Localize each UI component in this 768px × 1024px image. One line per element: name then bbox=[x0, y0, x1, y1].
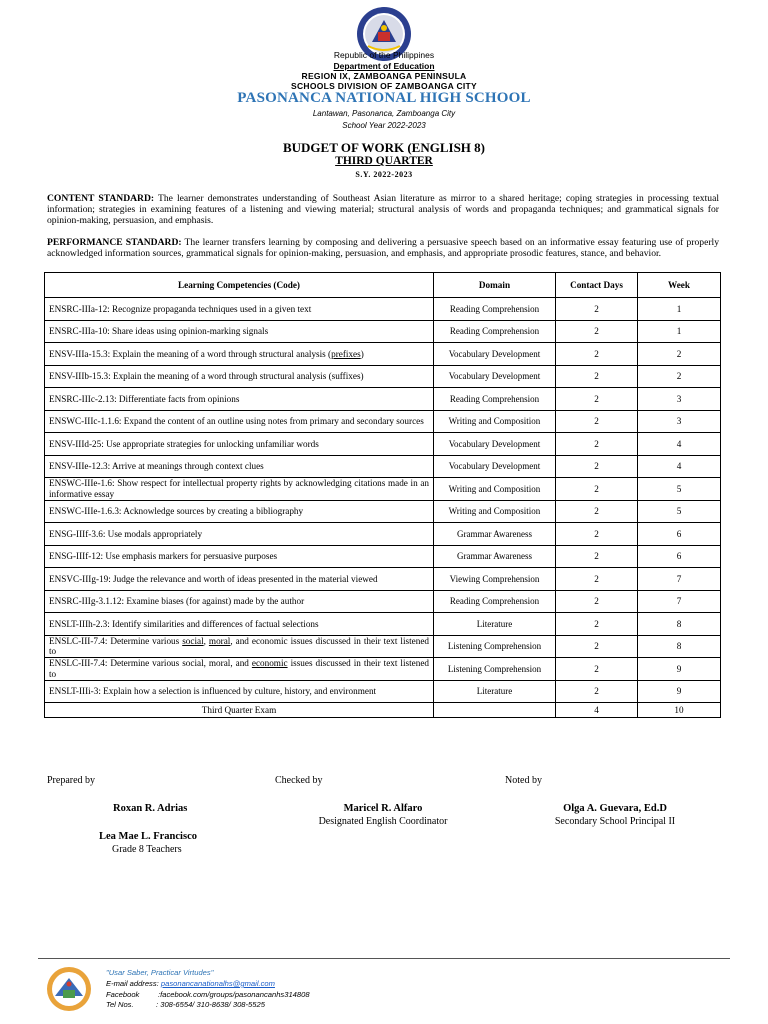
performance-standard bbox=[47, 237, 719, 259]
content-standard-text: The learner demonstrates understanding of Southeast Asian literature as mirror to a shared heritage; coping strategies in processing textual information; strategies in examining features of a listening and viewing material; structural analysis of words and propaganda techniques; and grammatical signals for opinion-making, persuasion, and emphasis. bbox=[47, 193, 719, 226]
domain-cell: Grammar Awareness bbox=[434, 523, 556, 546]
contact-days-cell: 2 bbox=[556, 658, 638, 681]
domain-cell: Literature bbox=[434, 613, 556, 636]
table-row bbox=[45, 635, 721, 658]
contact-days-cell: 2 bbox=[556, 320, 638, 343]
competency-cell: ENSRC-IIIa-10: Share ideas using opinion-marking signals bbox=[45, 320, 434, 343]
department-line: Department of Education bbox=[333, 61, 435, 71]
table-row bbox=[45, 433, 721, 456]
domain-cell: Vocabulary Development bbox=[434, 365, 556, 388]
competency-cell: ENSVC-IIIg-19: Judge the relevance and worth of ideas presented in the material viewed bbox=[45, 568, 434, 591]
competency-text: ENSV-IIIa-15.3: Explain the meaning of a word through structural analysis ( bbox=[49, 348, 332, 359]
contact-days-cell: 2 bbox=[556, 388, 638, 411]
contact-days-cell: 2 bbox=[556, 545, 638, 568]
week-cell: 6 bbox=[638, 545, 721, 568]
domain-cell: Reading Comprehension bbox=[434, 388, 556, 411]
domain-cell: Listening Comprehension bbox=[434, 658, 556, 681]
table-row bbox=[45, 478, 721, 501]
domain-cell: Vocabulary Development bbox=[434, 343, 556, 366]
competency-cell: ENSWC-IIIe-1.6.3: Acknowledge sources by creating a bibliography bbox=[45, 500, 434, 523]
domain-cell: Reading Comprehension bbox=[434, 320, 556, 343]
table-row bbox=[45, 523, 721, 546]
email-link[interactable]: pasonancanationalhs@gmail.com bbox=[160, 979, 275, 988]
domain-cell: Listening Comprehension bbox=[434, 635, 556, 658]
underlined-term: prefixes bbox=[331, 348, 361, 359]
contact-days-cell: 2 bbox=[556, 635, 638, 658]
noted-name: Olga A. Guevara, Ed.D bbox=[563, 803, 667, 814]
school-motto: "Usar Saber, Practicar Virtudes" bbox=[106, 968, 214, 977]
document-title: BUDGET OF WORK (ENGLISH 8) bbox=[282, 140, 485, 155]
exam-domain-cell bbox=[434, 703, 556, 718]
week-cell: 2 bbox=[638, 365, 721, 388]
underlined-term: social bbox=[182, 635, 204, 646]
table-row bbox=[45, 568, 721, 591]
prepared-role: Grade 8 Teachers bbox=[112, 844, 182, 855]
prepared-by-label: Prepared by bbox=[47, 775, 96, 786]
exam-days-cell: 4 bbox=[556, 703, 638, 718]
week-cell: 1 bbox=[638, 320, 721, 343]
contact-days-cell: 2 bbox=[556, 568, 638, 591]
week-cell: 4 bbox=[638, 433, 721, 456]
facebook-value: :facebook.com/groups/pasonancanhs314808 bbox=[158, 990, 310, 999]
week-cell: 3 bbox=[638, 410, 721, 433]
week-cell: 9 bbox=[638, 658, 721, 681]
week-cell: 9 bbox=[638, 680, 721, 703]
contact-days-cell: 2 bbox=[556, 298, 638, 321]
content-standard-label: CONTENT STANDARD: bbox=[47, 193, 155, 204]
competency-cell bbox=[45, 658, 434, 681]
competency-text: , and economic issues discussed in their text listened to bbox=[49, 635, 429, 657]
week-cell: 3 bbox=[638, 388, 721, 411]
contact-days-cell: 2 bbox=[556, 455, 638, 478]
domain-cell: Viewing Comprehension bbox=[434, 568, 556, 591]
table-row bbox=[45, 680, 721, 703]
school-logo-icon bbox=[44, 966, 94, 1012]
week-cell: 6 bbox=[638, 523, 721, 546]
tel-label: Tel Nos. bbox=[106, 1000, 134, 1009]
competency-cell bbox=[45, 635, 434, 658]
checked-role: Designated English Coordinator bbox=[318, 816, 448, 827]
table-header-row bbox=[45, 273, 721, 298]
domain-cell: Writing and Composition bbox=[434, 410, 556, 433]
checked-by-label: Checked by bbox=[275, 775, 323, 786]
school-year-line: School Year 2022-2023 bbox=[342, 121, 426, 130]
week-cell: 7 bbox=[638, 590, 721, 613]
underlined-term: economic bbox=[251, 658, 288, 669]
competency-cell: ENSRC-IIIg-3.1.12: Examine biases (for against) made by the author bbox=[45, 590, 434, 613]
contact-days-cell: 2 bbox=[556, 365, 638, 388]
week-cell: 4 bbox=[638, 455, 721, 478]
contact-days-cell: 2 bbox=[556, 478, 638, 501]
table-row bbox=[45, 613, 721, 636]
contact-days-cell: 2 bbox=[556, 590, 638, 613]
week-cell: 7 bbox=[638, 568, 721, 591]
header-competency: Learning Competencies (Code) bbox=[45, 273, 434, 298]
competency-cell: ENSG-IIIf-12: Use emphasis markers for persuasive purposes bbox=[45, 545, 434, 568]
contact-days-cell: 2 bbox=[556, 613, 638, 636]
domain-cell: Vocabulary Development bbox=[434, 455, 556, 478]
email-line bbox=[106, 979, 275, 988]
table-row bbox=[45, 545, 721, 568]
quarter-title: THIRD QUARTER bbox=[335, 155, 433, 167]
week-cell: 2 bbox=[638, 343, 721, 366]
division-line: SCHOOLS DIVISION OF ZAMBOANGA CITY bbox=[290, 81, 478, 91]
competency-cell: ENSV-IIId-25: Use appropriate strategies for unlocking unfamiliar words bbox=[45, 433, 434, 456]
competency-cell: ENSV-IIIb-15.3: Explain the meaning of a word through structural analysis (suffixes) bbox=[45, 365, 434, 388]
table-row bbox=[45, 590, 721, 613]
table-row bbox=[45, 343, 721, 366]
tel-value: : 308-6554/ 310-8638/ 308-5525 bbox=[156, 1000, 265, 1009]
contact-days-cell: 2 bbox=[556, 680, 638, 703]
competency-cell: ENSRC-IIIc-2.13: Differentiate facts from opinions bbox=[45, 388, 434, 411]
table-row bbox=[45, 365, 721, 388]
competency-text: ENSLC-III-7.4: Determine various social, moral, and bbox=[49, 658, 252, 669]
domain-cell: Writing and Composition bbox=[434, 500, 556, 523]
competency-cell: ENSWC-IIIe-1.6: Show respect for intellectual property rights by acknowledging citations made in an informative essay bbox=[45, 478, 434, 501]
table-row bbox=[45, 388, 721, 411]
week-cell: 8 bbox=[638, 613, 721, 636]
domain-cell: Reading Comprehension bbox=[434, 590, 556, 613]
table-row bbox=[45, 410, 721, 433]
competency-text: , bbox=[203, 635, 209, 646]
competency-cell: ENSG-IIIf-3.6: Use modals appropriately bbox=[45, 523, 434, 546]
domain-cell: Vocabulary Development bbox=[434, 433, 556, 456]
facebook-label: Facebook bbox=[106, 990, 140, 999]
content-standard bbox=[47, 193, 719, 226]
budget-of-work-table bbox=[44, 272, 721, 718]
competency-cell: ENSV-IIIe-12.3: Arrive at meanings through context clues bbox=[45, 455, 434, 478]
competency-cell bbox=[45, 343, 434, 366]
domain-cell: Reading Comprehension bbox=[434, 298, 556, 321]
week-cell: 5 bbox=[638, 478, 721, 501]
table-row bbox=[45, 455, 721, 478]
contact-days-cell: 2 bbox=[556, 343, 638, 366]
prepared-name-1: Roxan R. Adrias bbox=[113, 803, 188, 814]
competency-cell: ENSLT-IIIi-3: Explain how a selection is influenced by culture, history, and environment bbox=[45, 680, 434, 703]
week-cell: 8 bbox=[638, 635, 721, 658]
performance-standard-label: PERFORMANCE STANDARD: bbox=[47, 237, 182, 248]
contact-days-cell: 2 bbox=[556, 523, 638, 546]
domain-cell: Grammar Awareness bbox=[434, 545, 556, 568]
underlined-term: moral bbox=[208, 635, 231, 646]
footer-divider bbox=[38, 958, 730, 959]
header-domain: Domain bbox=[434, 273, 556, 298]
table-row bbox=[45, 320, 721, 343]
competency-text: issues discussed in their text listened to bbox=[49, 658, 429, 679]
competency-text: ENSLC-III-7.4: Determine various bbox=[49, 635, 183, 646]
contact-days-cell: 2 bbox=[556, 433, 638, 456]
noted-by-label: Noted by bbox=[505, 775, 542, 786]
prepared-name-2: Lea Mae L. Francisco bbox=[99, 831, 197, 842]
contact-days-cell: 2 bbox=[556, 500, 638, 523]
header-week: Week bbox=[638, 273, 721, 298]
noted-role: Secondary School Principal II bbox=[554, 816, 676, 827]
competency-cell: ENSWC-IIIc-1.1.6: Expand the content of an outline using notes from primary and secondary sources bbox=[45, 410, 434, 433]
republic-line: Republic of the Philippines bbox=[333, 50, 435, 60]
domain-cell: Writing and Composition bbox=[434, 478, 556, 501]
table-row bbox=[45, 658, 721, 681]
competency-cell: ENSLT-IIIh-2.3: Identify similarities and differences of factual selections bbox=[45, 613, 434, 636]
competency-cell: ENSRC-IIIa-12: Recognize propaganda techniques used in a given text bbox=[45, 298, 434, 321]
checked-name: Maricel R. Alfaro bbox=[343, 803, 423, 814]
competency-text: ) bbox=[360, 348, 364, 359]
school-name: PASONANCA NATIONAL HIGH SCHOOL bbox=[237, 90, 531, 106]
domain-cell: Literature bbox=[434, 680, 556, 703]
school-year-title: S.Y. 2022-2023 bbox=[355, 170, 413, 179]
table-row bbox=[45, 500, 721, 523]
week-cell: 5 bbox=[638, 500, 721, 523]
contact-days-cell: 2 bbox=[556, 410, 638, 433]
email-label: E-mail address: bbox=[106, 979, 161, 988]
exam-row bbox=[45, 703, 721, 718]
school-address: Lantawan, Pasonanca, Zamboanga City bbox=[312, 109, 456, 118]
region-line: REGION IX, ZAMBOANGA PENINSULA bbox=[301, 71, 467, 81]
exam-label-cell: Third Quarter Exam bbox=[45, 703, 434, 718]
week-cell: 1 bbox=[638, 298, 721, 321]
table-row bbox=[45, 298, 721, 321]
header-contact-days: Contact Days bbox=[556, 273, 638, 298]
performance-standard-text: The learner transfers learning by composing and delivering a persuasive speech based on an informative essay featuring use of properly acknowledged information sources, grammatical signals for opinion-making, persuasion, and emphasis, and appropriate prosodic features, stance, and behavior. bbox=[47, 237, 719, 259]
exam-week-cell: 10 bbox=[638, 703, 721, 718]
